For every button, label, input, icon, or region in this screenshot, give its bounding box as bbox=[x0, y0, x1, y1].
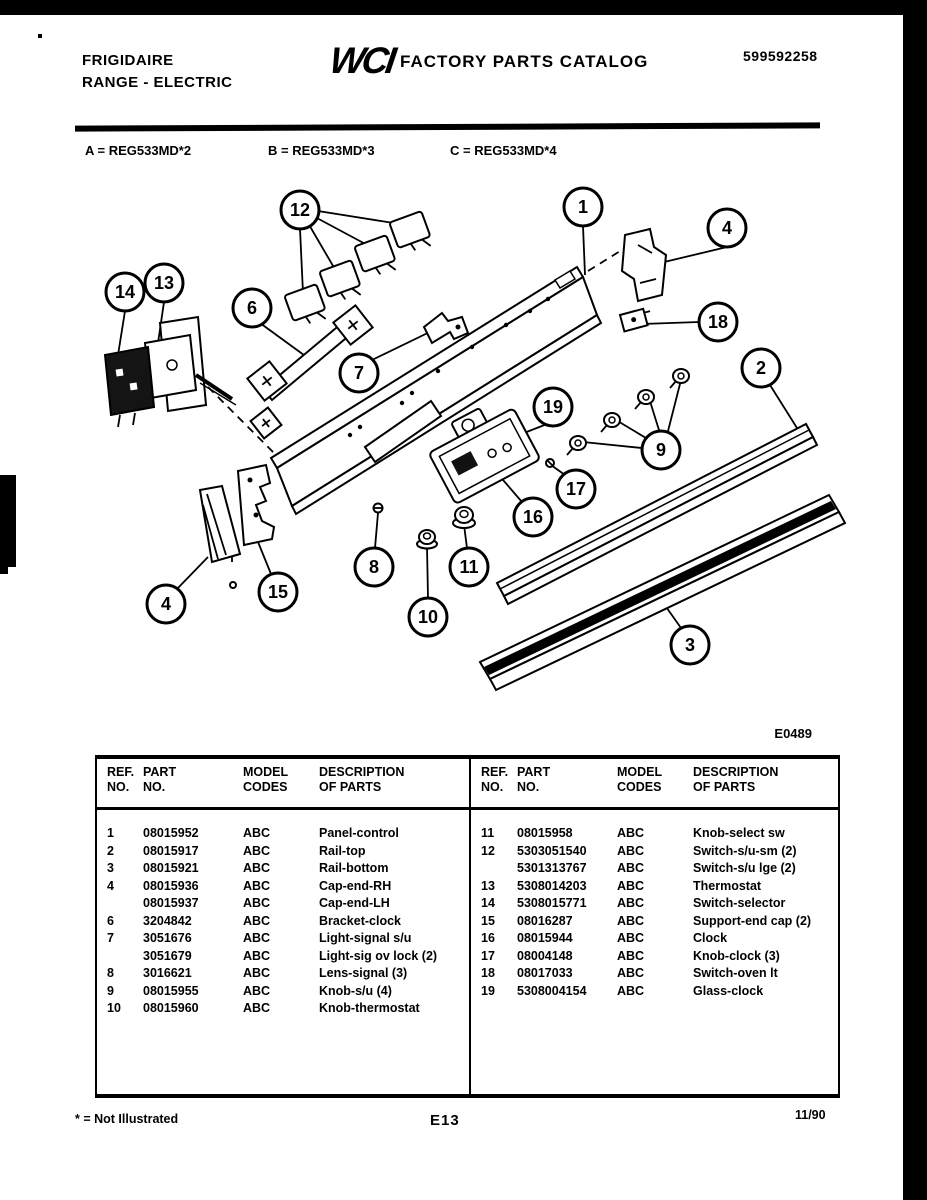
svg-text:9: 9 bbox=[655, 440, 667, 460]
diagram-code: E0489 bbox=[774, 726, 812, 741]
svg-text:7: 7 bbox=[353, 363, 365, 383]
svg-text:2: 2 bbox=[755, 358, 767, 378]
callout-9 bbox=[642, 431, 680, 469]
table-row: 19 5308004154 ABC Glass-clock bbox=[481, 983, 764, 998]
parts-table-left bbox=[97, 759, 467, 1094]
revision-date: 11/90 bbox=[795, 1108, 826, 1122]
table-row: 12 5303051540 ABC Switch-s/u-sm (2) bbox=[481, 843, 797, 858]
table-row: 11 08015958 ABC Knob-select sw bbox=[481, 826, 785, 840]
table-row: 5301313767 ABC Switch-s/u lge (2) bbox=[517, 861, 796, 875]
knob-thermostat bbox=[417, 530, 437, 549]
scan-edge-right bbox=[903, 0, 927, 1200]
page-code: E13 bbox=[430, 1112, 460, 1129]
scan-edge-top bbox=[0, 0, 927, 15]
table-row: 14 5308015771 ABC Switch-selector bbox=[481, 896, 786, 910]
callout-4-top bbox=[708, 209, 746, 247]
clock-knob-screw bbox=[546, 459, 554, 467]
scan-blob-left bbox=[0, 475, 16, 567]
thermostat-and-selector bbox=[105, 317, 236, 427]
svg-text:1: 1 bbox=[577, 197, 589, 217]
svg-text:17: 17 bbox=[565, 479, 587, 499]
col-desc: DESCRIPTION OF PARTS bbox=[319, 765, 405, 794]
svg-text:11: 11 bbox=[459, 557, 479, 577]
svg-text:6: 6 bbox=[246, 298, 258, 318]
callout-15 bbox=[259, 573, 297, 611]
callout-7 bbox=[340, 354, 378, 392]
table-row: 18 08017033 ABC Switch-oven lt bbox=[481, 966, 778, 980]
oven-light-switch-clip bbox=[620, 307, 653, 331]
col-ref: REF. NO. bbox=[107, 765, 135, 794]
callout-18 bbox=[699, 303, 737, 341]
svg-text:18: 18 bbox=[707, 312, 729, 332]
table-row: 17 08004148 ABC Knob-clock (3) bbox=[481, 948, 780, 963]
catalog-title: FACTORY PARTS CATALOG bbox=[400, 52, 649, 71]
table-row: 10 08015960 ABC Knob-thermostat bbox=[107, 1001, 420, 1015]
callout-6 bbox=[233, 289, 271, 327]
callout-3 bbox=[671, 626, 709, 664]
svg-text:15: 15 bbox=[267, 582, 289, 602]
appliance-type: RANGE - ELECTRIC bbox=[82, 74, 233, 91]
table-row: 2 08015917 ABC Rail-top bbox=[107, 843, 366, 858]
svg-text:8: 8 bbox=[368, 557, 380, 577]
callout-10 bbox=[409, 598, 447, 636]
callout-11 bbox=[450, 548, 488, 586]
table-row: 4 08015936 ABC Cap-end-RH bbox=[107, 878, 392, 893]
model-a: A = REG533MD*2 bbox=[85, 143, 192, 158]
table-row: 9 08015955 ABC Knob-s/u (4) bbox=[107, 983, 392, 998]
scan-speck bbox=[38, 34, 42, 38]
svg-text:4: 4 bbox=[160, 594, 172, 614]
svg-text:4: 4 bbox=[721, 218, 733, 238]
svg-text:16: 16 bbox=[522, 507, 544, 527]
callout-4-bottom bbox=[147, 585, 185, 623]
doc-number: 599592258 bbox=[743, 48, 818, 64]
svg-text:19: 19 bbox=[542, 397, 564, 417]
scan-blob-left-small bbox=[0, 560, 8, 574]
svg-text:12: 12 bbox=[289, 200, 311, 220]
table-row: 3 08015921 ABC Rail-bottom bbox=[107, 861, 389, 875]
table-row: 6 3204842 ABC Bracket-clock bbox=[107, 913, 401, 928]
knob-select-sw bbox=[453, 507, 475, 528]
header-rule bbox=[75, 122, 820, 131]
table-row: 8 3016621 ABC Lens-signal (3) bbox=[107, 966, 408, 980]
svg-text:10: 10 bbox=[417, 607, 439, 627]
col-model: MODEL CODES bbox=[617, 765, 663, 794]
model-b: B = REG533MD*3 bbox=[268, 143, 375, 158]
svg-text:14: 14 bbox=[114, 282, 136, 302]
col-part: PART NO. bbox=[517, 765, 551, 794]
brand-name: FRIGIDAIRE bbox=[82, 52, 174, 69]
table-row: 15 08016287 ABC Support-end cap (2) bbox=[481, 913, 812, 928]
table-row: 08015937 ABC Cap-end-LH bbox=[143, 896, 390, 910]
signal-lens-screw bbox=[374, 504, 383, 513]
callout-2 bbox=[742, 349, 780, 387]
wci-logo: WCI bbox=[327, 40, 396, 81]
table-row: 13 5308014203 ABC Thermostat bbox=[481, 878, 762, 893]
brand-block bbox=[82, 50, 233, 94]
table-row: 7 3051676 ABC Light-signal s/u bbox=[107, 931, 412, 945]
not-illustrated-note: * = Not Illustrated bbox=[75, 1112, 179, 1126]
svg-text:3: 3 bbox=[684, 635, 696, 655]
callout-17 bbox=[557, 470, 595, 508]
end-cap-rh bbox=[622, 229, 666, 301]
model-c: C = REG533MD*4 bbox=[450, 143, 557, 158]
callout-16 bbox=[514, 498, 552, 536]
col-part: PART NO. bbox=[143, 765, 177, 794]
table-row: 1 08015952 ABC Panel-control bbox=[107, 826, 399, 840]
parts-table bbox=[95, 755, 840, 1098]
table-row: 16 08015944 ABC Clock bbox=[481, 931, 728, 945]
exploded-parts-diagram bbox=[60, 175, 860, 720]
end-cap-lh bbox=[200, 486, 240, 588]
callout-13 bbox=[145, 264, 183, 302]
svg-text:13: 13 bbox=[153, 273, 175, 293]
parts-table-right bbox=[471, 759, 841, 1094]
callout-14 bbox=[106, 273, 144, 311]
callout-8 bbox=[355, 548, 393, 586]
col-ref: REF. NO. bbox=[481, 765, 509, 794]
callout-1 bbox=[564, 188, 602, 226]
callout-12 bbox=[281, 191, 319, 229]
col-model: MODEL CODES bbox=[243, 765, 289, 794]
table-row: 3051679 ABC Light-sig ov lock (2) bbox=[143, 948, 438, 963]
callout-19 bbox=[534, 388, 572, 426]
col-desc: DESCRIPTION OF PARTS bbox=[693, 765, 779, 794]
